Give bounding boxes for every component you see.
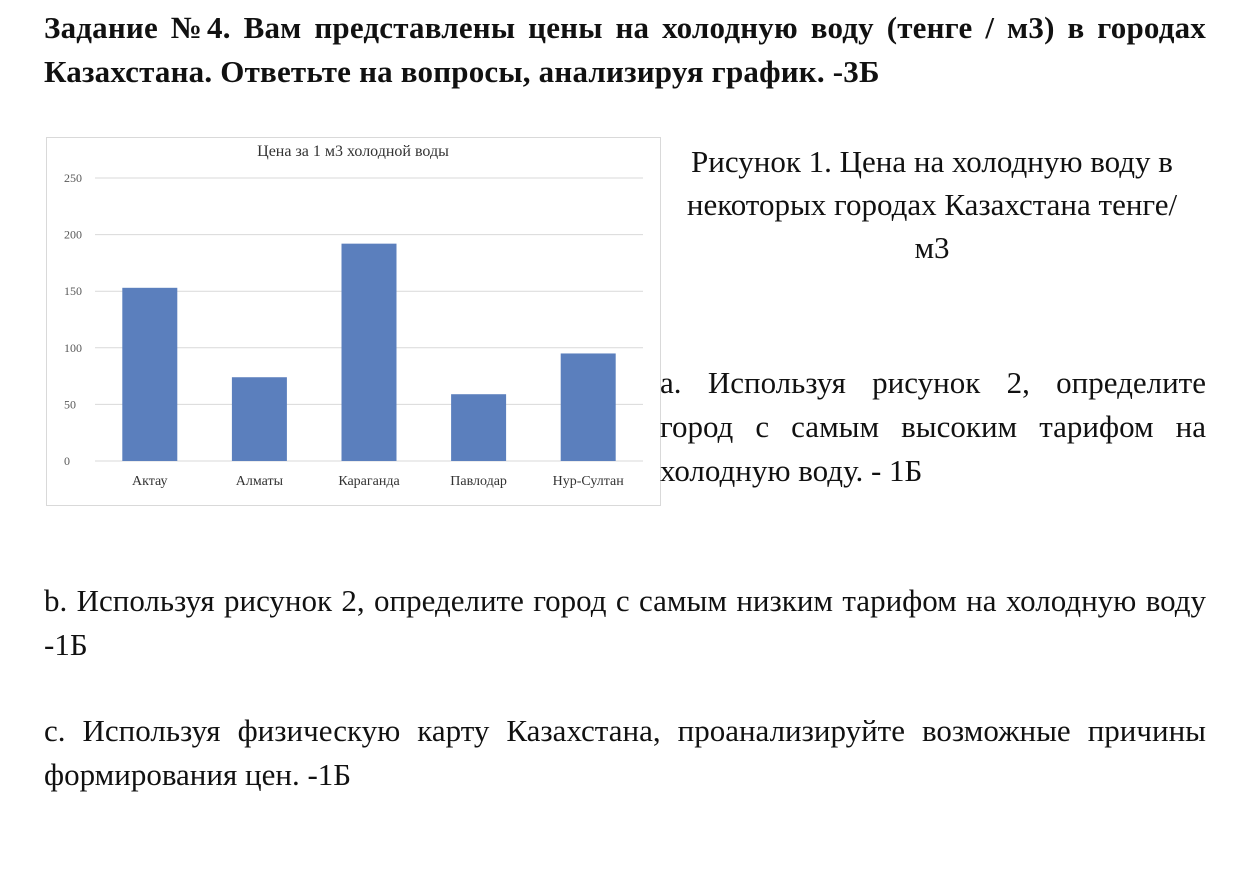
y-tick-label: 200	[64, 227, 82, 242]
x-category-label: Павлодар	[450, 474, 507, 489]
x-category-label: Караганда	[338, 474, 400, 489]
question-a: a. Используя рисунок 2, определите город с самым высоким тарифом на холодную воду. - 1Б	[660, 365, 1206, 488]
question-b: b. Используя рисунок 2, определите город с самым низким тарифом на холодную воду -1Б	[44, 583, 1206, 662]
chart-title: Цена за 1 м3 холодной воды	[257, 143, 449, 160]
bar-4	[561, 353, 616, 461]
task-title: Задание №4. Вам представлены цены на холодную воду (тенге / м3) в городах Казахстана. Ответьте на вопросы, анализируя график. -3Б	[44, 10, 1206, 89]
x-category-label: Алматы	[235, 474, 284, 489]
question-c: c. Используя физическую карту Казахстана, проанализируйте возможные причины формирования цен. -1Б	[44, 713, 1206, 792]
y-tick-label: 50	[64, 397, 76, 412]
x-category-label: Актау	[132, 474, 168, 489]
bar-chart-svg	[47, 138, 660, 505]
figure-caption: Рисунок 1. Цена на холодную воду в некоторых городах Казахстана тенге/м3	[686, 144, 1178, 265]
y-tick-label: 0	[64, 454, 70, 468]
y-tick-label: 150	[64, 284, 82, 299]
bar-3	[451, 394, 506, 461]
bar-chart	[46, 137, 661, 506]
y-tick-label: 100	[64, 340, 82, 355]
x-category-label: Нур-Султан	[552, 474, 624, 489]
bar-2	[342, 244, 397, 461]
y-tick-label: 250	[64, 171, 82, 185]
bar-0	[122, 288, 177, 461]
bar-1	[232, 377, 287, 461]
